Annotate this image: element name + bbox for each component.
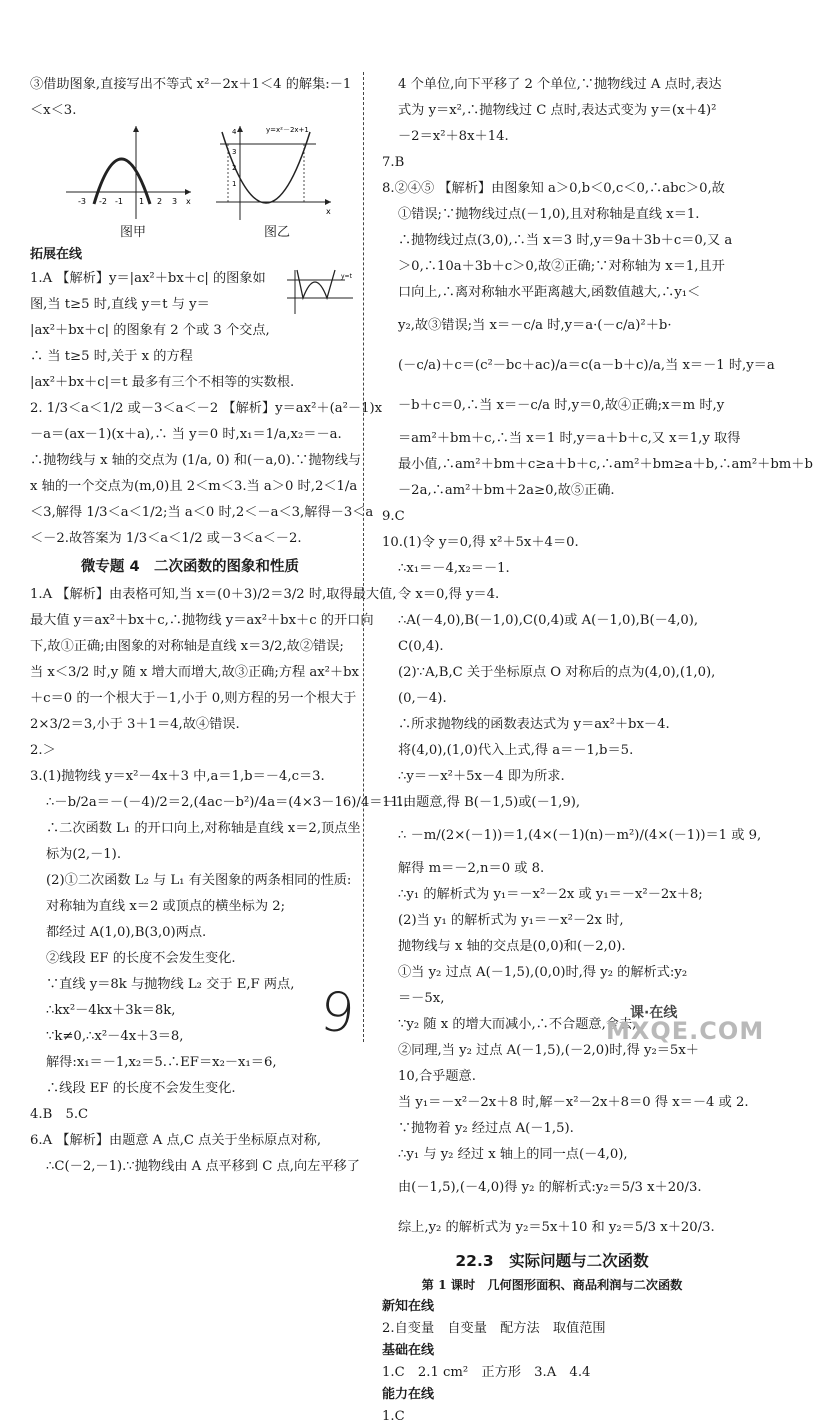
footer-brand: 课·在线: [630, 1005, 678, 1021]
special-q1-line: ＋c＝0 的一个根大于－1,小于 0,则方程的另一个根大于: [30, 691, 357, 706]
answer-q10-line: 令 x＝0,得 y＝4.: [398, 587, 500, 602]
expand-q1-line: |ax²＋bx＋c| 的图象有 2 个或 3 个交点,: [30, 323, 270, 338]
expand-q1-line: 图,当 t≥5 时,直线 y＝t 与 y＝: [30, 297, 210, 312]
expand-q1-line: ∴ 当 t≥5 时,关于 x 的方程: [30, 349, 193, 364]
special-q1-line: 当 x＜3/2 时,y 随 x 增大而增大,故③正确;方程 ax²＋bx: [30, 665, 359, 680]
expand-q1-graph-label: y=t: [341, 273, 352, 280]
expand-q2-line: ＜－2.故答案为 1/3＜a＜1/2 或－3＜a＜－2.: [30, 531, 302, 546]
answer-q11-line: ①当 y₂ 过点 A(－1,5),(0,0)时,得 y₂ 的解析式:y₂: [398, 965, 688, 980]
special-q6-line: ∴C(－2,－1).∵抛物线由 A 点平移到 C 点,向左平移了: [46, 1159, 360, 1174]
column-divider: [363, 72, 364, 1042]
special-q3-line: 解得:x₁＝－1,x₂＝5.∴EF＝x₂－x₁＝6,: [46, 1055, 277, 1070]
special-q3-line: 标为(2,－1).: [46, 847, 122, 862]
special-q3-line: ∵k≠0,∴x²－4x＋3＝8,: [46, 1029, 184, 1044]
answer-q10-line: 10.(1)令 y＝0,得 x²＋5x＋4＝0.: [382, 535, 579, 550]
answer-q11-line: ＝－5x,: [398, 991, 445, 1006]
answer-q11-line: ∴y₁ 的解析式为 y₁＝－x²－2x 或 y₁＝－x²－2x＋8;: [398, 887, 703, 902]
answer-q8-line: 8.②④⑤ 【解析】由图象知 a＞0,b＜0,c＜0,∴abc＞0,故: [382, 181, 725, 196]
expand-q2-line: －a＝(ax－1)(x＋a),∴ 当 y＝0 时,x₁＝1/a,x₂＝－a.: [30, 427, 342, 442]
svg-text:-3: -3: [78, 197, 86, 206]
special-q3-line: ∵直线 y＝8k 与抛物线 L₂ 交于 E,F 两点,: [46, 977, 295, 992]
answer-q11-line: ∵抛物着 y₂ 经过点 A(－1,5).: [398, 1121, 574, 1136]
answer-q10-line: 将(4,0),(1,0)代入上式,得 a＝－1,b＝5.: [398, 743, 634, 758]
expand-q1-line: |ax²＋bx＋c|＝t 最多有三个不相等的实数根.: [30, 375, 295, 390]
special-q3-line: ∴－b/2a＝－(－4)/2＝2,(4ac－b²)/4a＝(4×3－16)/4＝－1.: [46, 795, 409, 810]
svg-text:-1: -1: [115, 197, 123, 206]
watermark: MXQE.COM: [606, 1017, 765, 1045]
figure-pair: [30, 124, 350, 244]
special-q6-line: 6.A 【解析】由题意 A 点,C 点关于坐标原点对称,: [30, 1133, 322, 1148]
answer-q10-line: ∴y＝－x²＋5x－4 即为所求.: [398, 769, 565, 784]
svg-text:4: 4: [232, 128, 237, 136]
answer-q8-line: ＝am²＋bm＋c,∴当 x＝1 时,y＝a＋b＋c,又 x＝1,y 取得: [398, 431, 741, 446]
answer-q11-line: 综上,y₂ 的解析式为 y₂＝5x＋10 和 y₂＝5/3 x＋20/3.: [398, 1220, 715, 1235]
figure-a-caption: 图甲: [120, 225, 147, 240]
basic-answers: 1.C 2.1 cm² 正方形 3.A 4.4: [382, 1365, 591, 1380]
ability-heading: 能力在线: [382, 1387, 435, 1402]
right-column: [382, 72, 813, 1428]
answer-q11-line: ∴y₁ 与 y₂ 经过 x 轴上的同一点(－4,0),: [398, 1147, 628, 1162]
answer-q11-line: (2)当 y₁ 的解析式为 y₁＝－x²－2x 时,: [398, 913, 624, 928]
expand-q2-line: ∴抛物线与 x 轴的交点为 (1/a, 0) 和(－a,0).∵抛物线与: [30, 453, 362, 468]
figure-b-label: y=x²－2x+1: [266, 126, 309, 134]
special-q3-line: (2)①二次函数 L₂ 与 L₁ 有关图象的两条相同的性质:: [46, 873, 352, 888]
new-knowledge-heading: 新知在线: [382, 1299, 435, 1314]
expand-q1-graph: [285, 268, 355, 316]
figure-b-caption: 图乙: [264, 225, 291, 240]
answer-q8-line: 口向上,∴离对称轴水平距离越大,函数值越大,∴y₁＜: [398, 285, 701, 300]
handwritten-page-number: 9: [316, 979, 358, 1046]
basic-heading: 基础在线: [382, 1343, 435, 1358]
q3-line: ＜x＜3.: [30, 103, 77, 118]
svg-text:3: 3: [172, 197, 178, 206]
expand-q2-line: ＜3,解得 1/3＜a＜1/2;当 a＜0 时,2＜－a＜3,解得－3＜a: [30, 505, 374, 520]
special-q3-line: ②线段 EF 的长度不会发生变化.: [46, 951, 236, 966]
answer-q11-line: 当 y₁＝－x²－2x＋8 时,解－x²－2x＋8＝0 得 x＝－4 或 2.: [398, 1095, 749, 1110]
answer-q10-line: (2)∵A,B,C 关于坐标原点 O 对称后的点为(4,0),(1,0),: [398, 665, 716, 680]
svg-text:3: 3: [232, 148, 237, 156]
special-q3-line: ∴二次函数 L₁ 的开口向上,对称轴是直线 x＝2,顶点坐: [46, 821, 361, 836]
answer-q8-line: ①错误;∵抛物线过点(－1,0),且对称轴是直线 x＝1.: [398, 207, 700, 222]
expand-q1-line: 1.A 【解析】y＝|ax²＋bx＋c| 的图象如: [30, 271, 266, 286]
q3-line: ③借助图象,直接写出不等式 x²－2x＋1＜4 的解集:－1: [30, 77, 352, 92]
answer-q11-line: ∴ －m/(2×(－1))＝1,(4×(－1)(n)－m²)/(4×(－1))＝1 或 9,: [398, 828, 762, 843]
special-q4-line: 4.B 5.C: [30, 1107, 89, 1122]
answer-q11-line: 由(－1,5),(－4,0)得 y₂ 的解析式:y₂＝5/3 x＋20/3.: [398, 1180, 702, 1195]
answer-q8-line: －2a,∴am²＋bm＋2a≥0,故⑤正确.: [398, 483, 615, 498]
answer-q10-line: ∴A(－4,0),B(－1,0),C(0,4)或 A(－1,0),B(－4,0),: [398, 613, 699, 628]
answer-q11-line: 抛物线与 x 轴的交点是(0,0)和(－2,0).: [398, 939, 626, 954]
svg-text:1: 1: [232, 180, 237, 188]
section-expand-heading: 拓展在线: [30, 247, 83, 262]
answer-q11-line: 10,合乎题意.: [398, 1069, 476, 1084]
special-q1-line: 1.A 【解析】由表格可知,当 x＝(0＋3)/2＝3/2 时,取得最大值,: [30, 587, 397, 602]
special-q3-line: ∴kx²－4kx＋3k＝8k,: [46, 1003, 176, 1018]
svg-text:-2: -2: [99, 197, 107, 206]
answer-q10-line: (0,－4).: [398, 691, 447, 706]
figure-b-graph: [206, 124, 336, 224]
special-q3-line: 都经过 A(1,0),B(3,0)两点.: [46, 925, 207, 940]
new-knowledge-answers: 2.自变量 自变量 配方法 取值范围: [382, 1321, 606, 1336]
svg-text:2: 2: [157, 197, 163, 206]
ability-answers: 1.C: [382, 1409, 405, 1424]
lesson-title: 22.3 实际问题与二次函数: [455, 1252, 649, 1270]
special-q3-line: ∴线段 EF 的长度不会发生变化.: [46, 1081, 236, 1096]
figure-a-graph: [66, 124, 196, 224]
answer-q10-line: C(0,4).: [398, 639, 444, 654]
answer-q8-line: (－c/a)＋c＝(c²－bc＋ac)/a＝c(a－b＋c)/a,当 x＝－1 时,y＝a: [398, 358, 775, 373]
expand-q2-line: x 轴的一个交点为(m,0)且 2＜m＜3.当 a＞0 时,2＜1/a: [30, 479, 358, 494]
answer-q8-line: ∴抛物线过点(3,0),∴当 x＝3 时,y＝9a＋3b＋c＝0,又 a: [398, 233, 733, 248]
answer-q8-line: y₂,故③错误;当 x＝－c/a 时,y＝a·(－c/a)²＋b·: [398, 318, 672, 333]
answer-line: 式为 y＝x²,∴抛物线过 C 点时,表达式变为 y＝(x＋4)²: [398, 103, 717, 118]
answer-line: －2＝x²＋8x＋14.: [398, 129, 509, 144]
special-q3-line: 3.(1)抛物线 y＝x²－4x＋3 中,a＝1,b＝－4,c＝3.: [30, 769, 325, 784]
answer-q11-line: ∵y₂ 随 x 的增大而减小,∴不合题意,舍去;: [398, 1017, 637, 1032]
answer-q11-line: ②同理,当 y₂ 过点 A(－1,5),(－2,0)时,得 y₂＝5x＋: [398, 1043, 699, 1058]
svg-text:2: 2: [232, 164, 237, 172]
answer-line: 4 个单位,向下平移了 2 个单位,∵抛物线过 A 点时,表达: [398, 77, 722, 92]
special-q3-line: 对称轴为直线 x＝2 或顶点的横坐标为 2;: [46, 899, 286, 914]
svg-text:x: x: [326, 207, 331, 216]
special-q1-line: 最大值 y＝ax²＋bx＋c,∴抛物线 y＝ax²＋bx＋c 的开口向: [30, 613, 374, 628]
answer-q8-line: 最小值,∴am²＋bm＋c≥a＋b＋c,∴am²＋bm≥a＋b,∴am²＋bm＋b: [398, 457, 813, 472]
special-q2-line: 2.＞: [30, 743, 56, 758]
answer-q11-line: 解得 m＝－2,n＝0 或 8.: [398, 861, 545, 876]
answer-q8-line: －b＋c＝0,∴当 x＝－c/a 时,y＝0,故④正确;x＝m 时,y: [398, 398, 725, 413]
expand-q2-line: 2. 1/3＜a＜1/2 或－3＜a＜－2 【解析】y＝ax²＋(a²－1)x: [30, 401, 383, 416]
lesson-subtitle: 第 1 课时 几何图形面积、商品利润与二次函数: [421, 1278, 683, 1292]
expand-q1: [30, 266, 350, 396]
answer-q8-line: ＞0,∴10a＋3b＋c＞0,故②正确;∵对称轴为 x＝1,且开: [398, 259, 725, 274]
special-topic-title: 微专题 4 二次函数的图象和性质: [80, 559, 300, 575]
answer-q10-line: ∴x₁＝－4,x₂＝－1.: [398, 561, 510, 576]
answer-q9: 9.C: [382, 509, 405, 524]
answer-q10-line: ∴所求抛物线的函数表达式为 y＝ax²＋bx－4.: [398, 717, 670, 732]
answer-q7: 7.B: [382, 155, 405, 170]
answer-q11-line: 11.由题意,得 B(－1,5)或(－1,9),: [382, 795, 581, 810]
svg-text:x: x: [186, 197, 191, 206]
special-q1-line: 下,故①正确;由图象的对称轴是直线 x＝3/2,故②错误;: [30, 639, 344, 654]
special-q1-line: 2×3/2＝3,小于 3＋1＝4,故④错误.: [30, 717, 240, 732]
svg-text:1: 1: [139, 197, 145, 206]
